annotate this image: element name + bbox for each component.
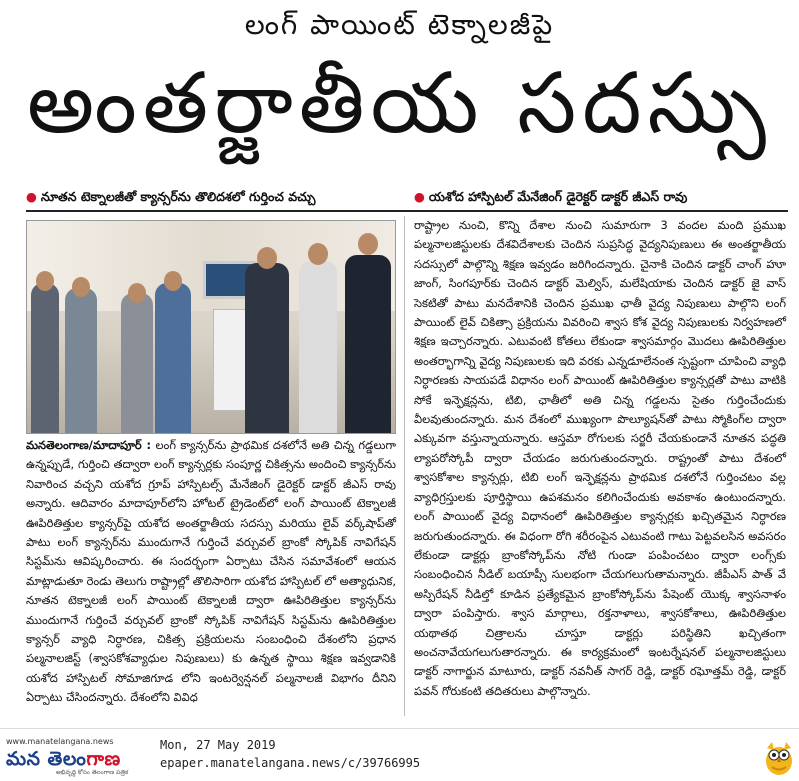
logo-text-a: మన తెలం (6, 748, 87, 770)
article-photo (26, 220, 396, 434)
logo-text-b: గాణ (86, 748, 121, 770)
photo-person (65, 288, 97, 433)
photo-person (155, 283, 191, 433)
clip-url[interactable]: epaper.manatelangana.news/c/39766995 (160, 756, 421, 770)
photo-person (245, 263, 289, 433)
column-divider (404, 216, 405, 716)
subhead-right-text: యశోద హాస్పిటల్ మేనేజింగ్ డైరెక్టర్ డాక్టర్ జీఎస్ రావు (428, 189, 688, 204)
article-kicker: లంగ్ పాయింట్ టెక్నాలజీపై (244, 8, 555, 41)
photo-person-head (308, 243, 328, 265)
subhead-left (26, 186, 400, 208)
article-body-right: రాష్ట్రాల నుంచి, కొన్ని దేశాల నుంచి సుమారుగా 3 వందల మంది ప్రముఖ పల్మనాలజిస్టులకు దేశవిదేశాలకు చెందిన సుప్రసిద్ధ వైద్యనిపుణులు ఈ అంతర్జాతీయ సదస్సులో పాల్గొన్ని శిక్షణ ఇవ్వడం జరిగిందన్నారు. చైనాకి చెందిన డాక్టర్ చాంగ్ హూ జాంగ్, సింగపూర్‌కు చెందిన డాక్టర్ మెల్విస్, మలేషియాకు చెందిన డాక్టర్ జై వాస్ సెకటితో పాటు మనదేశానికి చెందిన ప్రముఖ ఛాతీ వైద్య నిపుణులు పాల్గొని లంగ్ పాయింట్ లైవ్ చికిత్సా ప్రక్రియను వివరించి శ్వాస కోశ వైద్య నిపుణులకు నిర్వహణలో శిక్షణ ఇచ్చారన్నారు. ఎటువంటి కోతలు లేకుండా శ్వాసమార్గం మొదలు ఊపిరితిత్తుల అంతర్భాగాన్ని వైద్య నిపుణులకు ఇది వరకు ఎన్నడూలేనంత స్పష్టంగా చూపించి వ్యాధి నిర్ధారణకు సాయపడే విధానం లంగ్ పాయింట్ ఊపిరితిత్తుల క్యాన్సర్లతో పాటు వాటికి సోకే ఇన్ఫెక్షన్లను, టిబి, ఛాతీలో అతి చిన్న గడ్డలను సైతం గుర్తించేందుకు వీలవుతుందన్నారు. మన దేశంలో ముఖ్యంగా పొల్యూషన్‌తో పాటు స్మోకింగ్‌ల ద్వారా ఎక్కువగా వస్తున్నాయన్నారు. ఆస్తమా రోగులకు సర్జరీ చేయకుండానే నూతన పద్ధతి ల్యాపరోస్కోపీ ద్వారా చేయడం జరుగుతుందన్నారు. రాష్ట్రంతో పాటు దేశంలో శ్వాసకోశాల క్యాన్సర్లు, టిబి లంగ్ ఇన్ఫెక్షన్లను ప్రాథమిక దశలోనే గుర్తించటం వల్ల వ్యాధిగ్రస్తులకు పూర్తిస్థాయి ఉపశమనం కలిగించేందుకు అవకాశం ఉంటుందన్నారు. లంగ్ పాయింట్ వైద్య విధానంలో ఊపిరితిత్తుల క్యాన్సర్లకు ఖచ్చితమైన నిర్ధారణ జరుగుతుందన్నారు. ఈ విధంగా రోగి శరీరంపైన ఎటువంటి గాటు పెట్టవలసిన అవసరం లేకుండా డాక్టర్లు బ్రాంకోస్కోప్‌ను నోటి గుండా పంపించటం ద్వారా లంగ్స్‌కు సంబంధించిన నీడిల్ బయాప్సీ సులభంగా చేయగలుగుతామన్నారు. జీపీఎస్ పాత్ వే అస్పిరేషన్ నీడిల్తో కూడిన ప్రత్యేకమైన బ్రాంకోస్కోప్‌ను పేషెంట్ యొక్క శ్వాసనాళం ద్వారా పంపిస్తారు. శ్వాస మార్గాలు, రక్తనాళాలు, శ్వాసకోశాలు, ఊపిరితిత్తుల యథాతథ చిత్రాలను చూస్తూ డాక్టర్లు పరిస్థితిని ఖచ్చితంగా అంచనావేయగలుగుతారన్నారు. ఈ కార్యక్రమంలో ఇంటర్నేషనల్ పల్మనాలజిస్టులు డాక్టర్ నాగార్జున మాటూరు, డాక్టర్ నవనీత్ సాగర్ రెడ్డి, డాక్టర్ రఘోత్తమ్ రెడ్డి, డాక్టర్ పవన్ గోరుకంటి తదితరులు పాల్గొన్నారు. (414, 218, 786, 698)
article-left-text: లంగ్ క్యాన్సర్‌ను ప్రాథమిక దశలోనే అతి చిన్న గడ్డలుగా ఉన్నప్పుడే, గుర్తించి తద్వారా లంగ్ క్యాన్సర్లకు సంపూర్ణ చికిత్సను అందించి క్యాన్సర్‌ను నివారించ వచ్చని యశోద గ్రూప్ హాస్పిటల్స్ మేనేజింగ్ డైరెక్టర్ డాక్టర్ జీఎస్ రావు అన్నారు. ఆదివారం మాదాపూర్‌లోని హోటల్ ట్రైడెంట్‌లో లంగ్ పాయింట్ టెక్నాలజీ ఊపిరితిత్తుల క్యాన్సర్‌పై యశోద అంతర్జాతీయ సదస్సు మరియు లైవ్ వర్క్‌షాప్‌తో పాటు లంగ్ క్యాన్సర్‌ను ముందుగానే గుర్తించే వర్చువల్ బ్రాంకో స్కోపిక్ నావిగేషన్ సిస్టమ్‌ను ఆవిష్కరించారు. ఈ సందర్భంగా ఏర్పాటు చేసిన సమావేశంలో ఆయన మాట్లాడుతూ రెండు తెలుగు రాష్ట్రాల్లో తొలిసారిగా యశోద హాస్పిటల్ లో అత్యాధునిక, నూతన టెక్నాలజీ లంగ్ పాయింట్ టెక్నాలజీ ద్వారా ఊపిరితిత్తుల క్యాన్సర్‌ను ముందుగానే గుర్తించే వర్చువల్ బ్రాంకో స్కోపిక్ నావిగేషన్ సిస్టమ్‌ను ఊపిరితిత్తుల క్యాన్సర్ వ్యాధి నిర్ధారణ, చికిత్స ప్రక్రియలను సంబంధించి దేశంలోని ప్రధాన పల్మనాలజిస్ట్ (శ్వాసకోశవ్యాధుల నిపుణులు) కు ఉన్నత స్థాయి శిక్షణ ఇవ్వడానికి యశోద హాస్పిటల్ సోమాజిగూడ లోని ఇంటర్వెన్షనల్ పల్మనాలజీ విభాగం దీనిని ఏర్పాటు చేసిందన్నారు. దేశంలోని వివిధ (26, 438, 396, 705)
owl-icon (764, 740, 794, 776)
photo-person (121, 293, 153, 433)
photo-person (31, 283, 59, 433)
photo-person (299, 261, 337, 433)
photo-person (345, 255, 391, 433)
photo-person-head (36, 271, 54, 291)
subhead-left-text: నూతన టెక్నాలజీతో క్యాన్సర్‌ను తొలిదశలో గుర్తించ వచ్చు (40, 189, 316, 204)
photo-person-head (257, 247, 277, 269)
article-headline: అంతర్జాతీయ సదస్సు (27, 54, 772, 152)
photo-person-head (128, 283, 146, 303)
bullet-icon: ● (414, 189, 425, 204)
photo-person-head (72, 277, 90, 297)
subhead-right (414, 186, 786, 208)
photo-person-head (164, 271, 182, 291)
photo-person-head (358, 233, 378, 255)
logo-tagline: అభివృద్ధి కోసం తెలంగాణ పత్రిక (56, 769, 129, 776)
subhead-rule (26, 210, 788, 212)
article-dateline: మనతెలంగాణ/మాదాపూర్ : (26, 438, 152, 452)
publish-date: Mon, 27 May 2019 (160, 738, 276, 752)
logo-url: www.manatelangana.news (6, 737, 114, 746)
bullet-icon: ● (26, 189, 37, 204)
footer-rule (0, 728, 799, 729)
article-body-left (26, 436, 396, 708)
